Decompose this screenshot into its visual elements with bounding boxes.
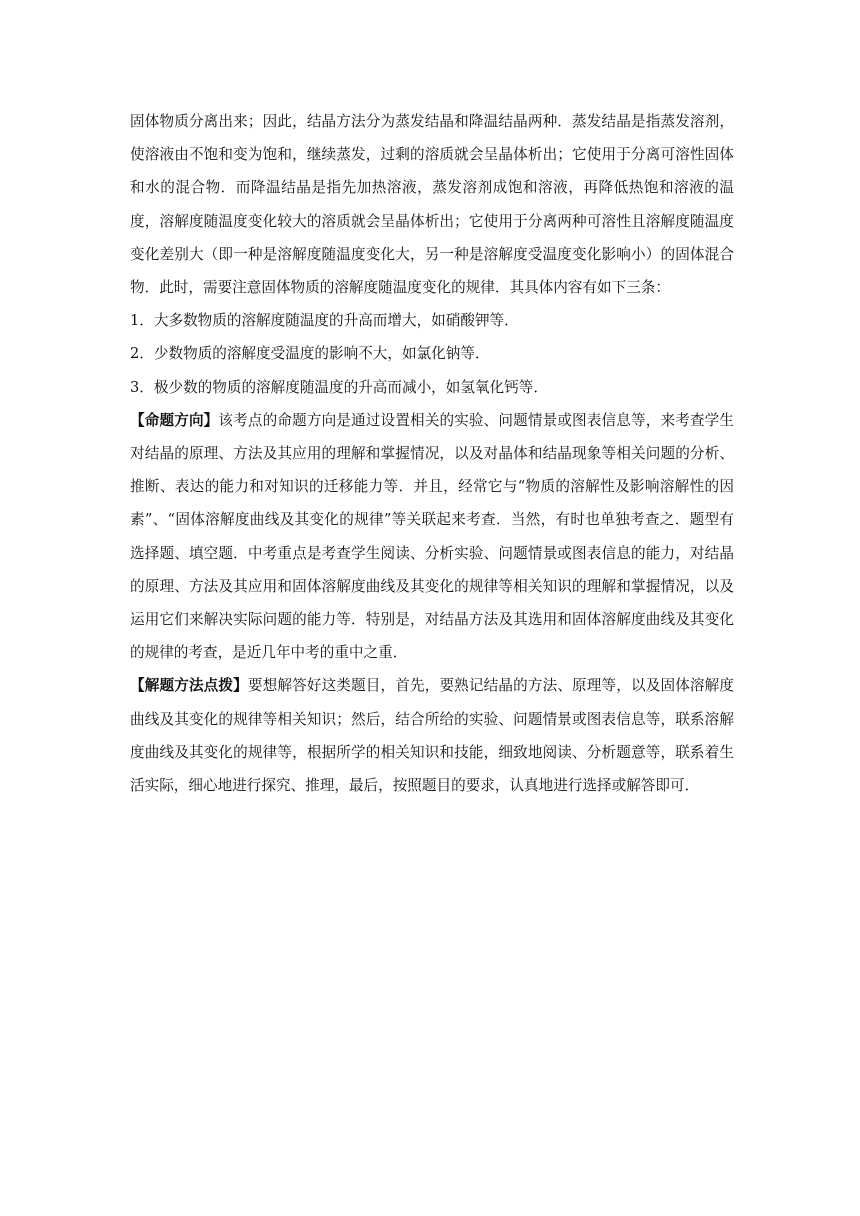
direction-text: 该考点的命题方向是通过设置相关的实验、问题情景或图表信息等，来考查学生对结晶的原理、方法及其应用的理解和掌握情况，以及对晶体和结晶现象等相关问题的分析、推断、表达的能力和对知识的迁移能力等．并且，经常它与“物质的溶解性及影响溶解性的因素”、“固体溶解度曲线及其变化的规律”等关联起来考查．当然，有时也单独考查之．题型有选择题、填空题．中考重点是考查学生阅读、分析实验、问题情景或图表信息的能力，对结晶的原理、方法及其应用和固体溶解度曲线及其变化的规律等相关知识的理解和掌握情况，以及运用它们来解决实际问题的能力等．特别是，对结晶方法及其选用和固体溶解度曲线及其变化的规律的考查，是近几年中考的重中之重． — [130, 411, 734, 662]
method-paragraph — [130, 669, 734, 802]
document-page — [130, 105, 734, 802]
intro-paragraph: 固体物质分离出来；因此，结晶方法分为蒸发结晶和降温结晶两种．蒸发结晶是指蒸发溶剂，使溶液由不饱和变为饱和，继续蒸发，过剩的溶质就会呈晶体析出；它使用于分离可溶性固体和水的混合物．而降温结晶是指先加热溶液，蒸发溶剂成饱和溶液，再降低热饱和溶液的温度，溶解度随温度变化较大的溶质就会呈晶体析出；它使用于分离两种可溶性且溶解度随温度变化差别大（即一种是溶解度随温度变化大，另一种是溶解度受温度变化影响小）的固体混合物．此时，需要注意固体物质的溶解度随温度变化的规律．其具体内容有如下三条： — [130, 113, 734, 297]
rule-item-3: 3．极少数的物质的溶解度随温度的升高而减小，如氢氧化钙等． — [130, 378, 548, 396]
method-text: 要想解答好这类题目，首先，要熟记结晶的方法、原理等，以及固体溶解度曲线及其变化的规律等相关知识；然后，结合所给的实验、问题情景或图表信息等，联系溶解度曲线及其变化的规律等，根据所学的相关知识和技能，细致地阅读、分析题意等，联系着生活实际，细心地进行探究、推理，最后，按照题目的要求，认真地进行选择或解答即可． — [130, 677, 734, 795]
direction-paragraph — [130, 404, 734, 670]
direction-heading: 【命题方向】 — [130, 411, 219, 429]
rule-item-1: 1．大多数物质的溶解度随温度的升高而增大，如硝酸钾等． — [130, 312, 519, 330]
rule-item-2: 2．少数物质的溶解度受温度的影响不大，如氯化钠等． — [130, 345, 490, 363]
method-heading: 【解题方法点拨】 — [130, 677, 248, 695]
